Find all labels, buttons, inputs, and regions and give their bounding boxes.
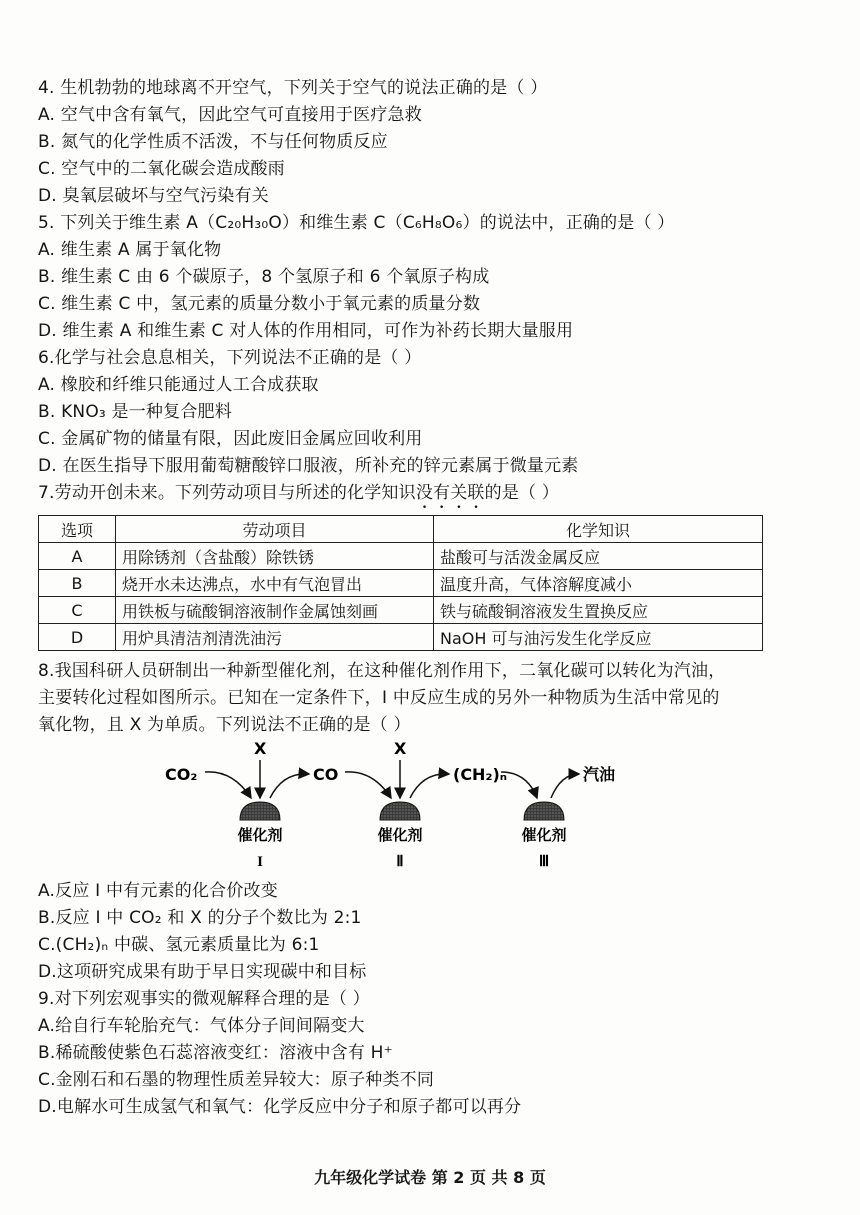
q4-option-b: B. 氮气的化学性质不活泼，不与任何物质反应: [38, 132, 388, 152]
table-cell-labor: 用炉具清洁剂清洗油污: [116, 624, 434, 651]
q6-option-d: D. 在医生指导下服用葡萄糖酸锌口服液，所补充的锌元素属于微量元素: [38, 456, 579, 476]
table-row: [39, 597, 763, 624]
species-co: CO: [313, 765, 339, 784]
arrow-co2-to-cat1: [205, 772, 251, 798]
table-cell-option: A: [39, 543, 116, 570]
q6-stem: 6.化学与社会息息相关，下列说法不正确的是（ ）: [38, 348, 422, 368]
arrow-cat1-to-co: [270, 774, 309, 798]
catalyst-label-2: 催化剂: [377, 826, 423, 844]
q7-stem: [38, 482, 559, 513]
q9-option-b: B.稀硫酸使紫色石蕊溶液变红：溶液中含有 H⁺: [38, 1043, 393, 1063]
reactant-x-2: X: [394, 740, 407, 758]
q7-stem-pre: 7.劳动开创未来。下列劳动项目与所述的化学知识: [38, 483, 416, 503]
page-footer: 九年级化学试卷 第 2 页 共 8 页: [314, 1168, 546, 1187]
q8-stem-line-1: 8.我国科研人员研制出一种新型催化剂，在这种催化剂作用下，二氧化碳可以转化为汽油，: [38, 661, 726, 681]
q8-option-a: A.反应 I 中有元素的化合价改变: [38, 881, 278, 901]
table-cell-option: B: [39, 570, 116, 597]
q7-stem-emphasis: 没有关联: [415, 483, 485, 503]
table-header-labor: 劳动项目: [116, 516, 434, 543]
table-header-knowledge: 化学知识: [434, 516, 763, 543]
q5-stem: 5. 下列关于维生素 A（C₂₀H₃₀O）和维生素 C（C₆H₈O₆）的说法中，正确的是（ ）: [38, 213, 675, 233]
catalyst-icon-1: [240, 802, 280, 820]
table-cell-labor: 用除锈剂（含盐酸）除铁锈: [116, 543, 434, 570]
q8-conversion-diagram: [165, 740, 635, 870]
q6-option-a: A. 橡胶和纤维只能通过人工合成获取: [38, 375, 319, 395]
species-ch2n: (CH₂)ₙ: [453, 765, 508, 784]
q9-option-d: D.电解水可生成氢气和氧气：化学反应中分子和原子都可以再分: [38, 1097, 522, 1117]
q9-stem: 9.对下列宏观事实的微观解释合理的是（ ）: [38, 989, 370, 1009]
q5-option-d: D. 维生素 A 和维生素 C 对人体的作用相同，可作为补药长期大量服用: [38, 321, 574, 341]
catalyst-label-3: 催化剂: [521, 826, 567, 844]
table-row: [39, 543, 763, 570]
table-row: [39, 624, 763, 651]
q5-option-b: B. 维生素 C 由 6 个碳原子，8 个氢原子和 6 个氧原子构成: [38, 267, 490, 287]
catalyst-icon-2: [380, 802, 420, 820]
q4-option-d: D. 臭氧层破坏与空气污染有关: [38, 186, 269, 206]
q4-stem: 4. 生机勃勃的地球离不开空气，下列关于空气的说法正确的是（ ）: [38, 78, 548, 98]
q7-stem-post: 的是（ ）: [484, 483, 560, 503]
species-gasoline: 汽油: [583, 765, 616, 784]
table-header-row: [39, 516, 763, 543]
table-cell-knowledge: 盐酸可与活泼金属反应: [434, 543, 763, 570]
table-cell-option: C: [39, 597, 116, 624]
table-cell-labor: 烧开水未达沸点，水中有气泡冒出: [116, 570, 434, 597]
q4-option-c: C. 空气中的二氧化碳会造成酸雨: [38, 159, 285, 179]
q5-option-a: A. 维生素 A 属于氧化物: [38, 240, 222, 260]
q9-option-a: A.给自行车轮胎充气：气体分子间间隔变大: [38, 1016, 365, 1036]
table-row: [39, 570, 763, 597]
q4-option-a: A. 空气中含有氧气，因此空气可直接用于医疗急救: [38, 105, 422, 125]
catalyst-label-1: 催化剂: [237, 826, 283, 844]
q8-stem-line-2: 主要转化过程如图所示。已知在一定条件下，I 中反应生成的另外一种物质为生活中常见的: [38, 688, 720, 708]
table-header-option: 选项: [39, 516, 116, 543]
table-cell-knowledge: 铁与硫酸铜溶液发生置换反应: [434, 597, 763, 624]
q8-option-c: C.(CH₂)ₙ 中碳、氢元素质量比为 6:1: [38, 935, 320, 955]
q6-option-c: C. 金属矿物的储量有限，因此废旧金属应回收利用: [38, 429, 423, 449]
q8-stem-line-3: 氧化物，且 X 为单质。下列说法不正确的是（ ）: [38, 715, 411, 735]
q6-option-b: B. KNO₃ 是一种复合肥料: [38, 402, 232, 422]
species-co2: CO₂: [165, 765, 198, 784]
arrow-cat3-to-gasoline: [551, 774, 579, 798]
arrow-co-to-cat2: [345, 772, 391, 798]
stage-label-3: Ⅲ: [538, 854, 550, 870]
table-cell-labor: 用铁板与硫酸铜溶液制作金属蚀刻画: [116, 597, 434, 624]
table-cell-option: D: [39, 624, 116, 651]
q8-option-d: D.这项研究成果有助于早日实现碳中和目标: [38, 962, 367, 982]
table-cell-knowledge: NaOH 可与油污发生化学反应: [434, 624, 763, 651]
q9-option-c: C.金刚石和石墨的物理性质差异较大：原子种类不同: [38, 1070, 435, 1090]
stage-label-2: Ⅱ: [396, 854, 404, 870]
q5-option-c: C. 维生素 C 中，氢元素的质量分数小于氧元素的质量分数: [38, 294, 481, 314]
table-cell-knowledge: 温度升高，气体溶解度减小: [434, 570, 763, 597]
q8-option-b: B.反应 I 中 CO₂ 和 X 的分子个数比为 2:1: [38, 908, 362, 928]
q7-table: [38, 515, 763, 651]
stage-label-1: I: [257, 854, 263, 870]
catalyst-icon-3: [524, 802, 564, 820]
reactant-x-1: X: [254, 740, 267, 758]
arrow-cat2-to-ch2n: [410, 774, 449, 798]
